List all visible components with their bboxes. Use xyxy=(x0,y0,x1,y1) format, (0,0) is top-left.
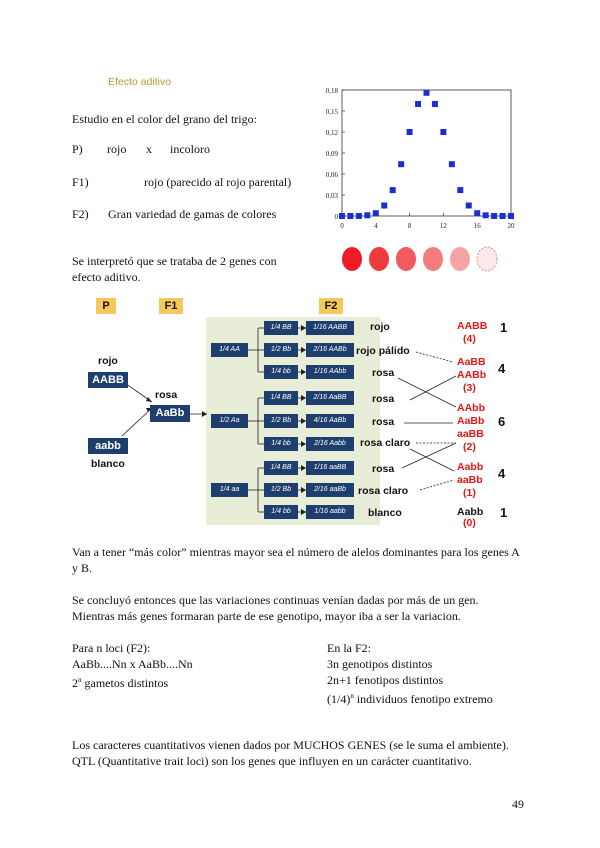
f2-box-5: 4/16 AaBb xyxy=(306,414,354,428)
loci-right-line-2: 3n genotipos distintos xyxy=(327,657,433,671)
f2-box-1: 1/16 AABB xyxy=(306,321,354,335)
data-point xyxy=(483,212,489,218)
class-4-frequency: 1 xyxy=(500,320,508,335)
class-2-genotype-1: AAbb xyxy=(457,402,485,414)
y-tick-label: 0,03 xyxy=(325,192,338,200)
data-point xyxy=(491,213,497,219)
y-tick-label: 0,18 xyxy=(325,87,338,95)
data-point xyxy=(474,210,480,216)
y-tick-label: 0,06 xyxy=(325,171,338,179)
class-2-frequency: 6 xyxy=(498,414,506,429)
interpretation-line-1: Se interpretó que se trataba de 2 genes con xyxy=(72,254,277,268)
b-box-8: 1/2 Bb xyxy=(264,483,298,497)
phenotype-2: rojo pálido xyxy=(356,345,410,357)
f1-label: rosa xyxy=(155,389,178,401)
data-point xyxy=(440,129,446,135)
b-box-1: 1/4 BB xyxy=(264,321,298,335)
parent1-genotype: AABB xyxy=(88,372,128,388)
data-point xyxy=(432,101,438,107)
class-1-frequency: 4 xyxy=(498,466,506,481)
data-point xyxy=(356,213,362,219)
data-point xyxy=(398,161,404,167)
class-2-genotype-2: AaBb xyxy=(457,415,485,427)
loci-left-line-2: AaBb....Nn x AaBb....Nn xyxy=(72,657,193,671)
x-tick-label: 12 xyxy=(439,222,447,230)
conclusion-line-1: Los caracteres cuantitativos vienen dados por MUCHOS GENES (se le suma el ambiente). xyxy=(72,738,509,752)
y-tick-label: 0,09 xyxy=(325,150,338,158)
y-tick-label: 0 xyxy=(334,213,338,221)
phenotype-7: rosa xyxy=(372,463,395,475)
tag-f2: F2 xyxy=(319,298,343,314)
cross-p-x: x xyxy=(146,142,152,156)
data-point xyxy=(407,129,413,135)
parent2-label: blanco xyxy=(91,458,125,470)
f2-box-9: 1/16 aabb xyxy=(306,505,354,519)
f1-genotype: AaBb xyxy=(150,405,190,422)
cross-p-b: incoloro xyxy=(170,142,210,156)
class-3-frequency: 4 xyxy=(498,361,506,376)
loci-left-line-1: Para n loci (F2): xyxy=(72,641,151,655)
data-point xyxy=(415,101,421,107)
class-1-genotype-1: Aabb xyxy=(457,461,484,473)
page-number: 49 xyxy=(512,797,524,811)
class-0-frequency: 1 xyxy=(500,505,508,520)
cross-f2-label: F2) xyxy=(72,207,89,221)
cross-p-label: P) xyxy=(72,142,83,156)
phenotype-5: rosa xyxy=(372,416,395,428)
interpretation-line-2: efecto aditivo. xyxy=(72,270,141,284)
loci-left-line-3: 2$^n$ gametos distintos xyxy=(72,676,169,690)
seed-swatch-4 xyxy=(423,247,443,271)
plot-frame xyxy=(342,90,511,216)
data-point xyxy=(466,203,472,209)
tag-p: P xyxy=(96,298,116,314)
f2-box-8: 2/16 aaBb xyxy=(306,483,354,497)
paragraph-2-line-2: Mientras más genes formaran parte de ese genotipo, mayor iba a ser la variacion. xyxy=(72,609,461,623)
x-tick-label: 4 xyxy=(374,222,378,230)
section-heading: Efecto aditivo xyxy=(108,76,172,88)
class-2-genotype-3: aaBB xyxy=(457,428,484,440)
x-tick-label: 16 xyxy=(473,222,481,230)
b-box-2: 1/2 Bb xyxy=(264,343,298,357)
data-point xyxy=(347,213,353,219)
distribution-chart xyxy=(318,86,518,238)
phenotype-1: rojo xyxy=(370,321,390,333)
class-2-count: (2) xyxy=(463,441,476,453)
seed-swatch-2 xyxy=(369,247,389,271)
intro-text: Estudio en el color del grano del trigo: xyxy=(72,112,257,126)
cross-f2-text: Gran variedad de gamas de colores xyxy=(108,207,277,221)
b-box-3: 1/4 bb xyxy=(264,365,298,379)
class-4-count: (4) xyxy=(463,333,476,345)
parent2-genotype: aabb xyxy=(88,438,128,454)
b-box-9: 1/4 bb xyxy=(264,505,298,519)
a-box-2: 1/2 Aa xyxy=(211,414,248,428)
seed-swatch-6 xyxy=(477,247,497,271)
phenotype-6: rosa claro xyxy=(360,437,411,449)
genetics-diagram xyxy=(80,290,520,529)
cross-p-a: rojo xyxy=(107,142,127,156)
y-tick-label: 0,12 xyxy=(325,129,338,137)
b-box-4: 1/4 BB xyxy=(264,391,298,405)
f2-box-6: 2/16 Aabb xyxy=(306,437,354,451)
class-0-count: (0) xyxy=(463,517,476,529)
seed-swatch-1 xyxy=(342,247,362,271)
loci-right-line-4: $(1/4)^n$ individuos fenotipo extremo xyxy=(327,692,493,706)
loci-right-line-1: En la F2: xyxy=(327,641,371,655)
diagram-lines xyxy=(80,290,520,529)
data-point xyxy=(339,213,345,219)
data-point xyxy=(381,203,387,209)
class-3-genotype-2: AABb xyxy=(457,369,487,381)
x-tick-label: 0 xyxy=(340,222,344,230)
data-point xyxy=(373,210,379,216)
b-box-6: 1/4 bb xyxy=(264,437,298,451)
loci-right-line-3: 2n+1 fenotipos distintos xyxy=(327,673,444,687)
a-box-1: 1/4 AA xyxy=(211,343,248,357)
class-1-count: (1) xyxy=(463,487,476,499)
data-point xyxy=(364,212,370,218)
data-point xyxy=(449,161,455,167)
x-tick-label: 8 xyxy=(407,222,412,230)
seed-swatch-3 xyxy=(396,247,416,271)
data-point xyxy=(457,187,463,193)
f2-box-2: 2/16 AABb xyxy=(306,343,354,357)
phenotype-4: rosa xyxy=(372,393,395,405)
phenotype-3: rosa xyxy=(372,367,395,379)
data-point xyxy=(508,213,514,219)
data-point xyxy=(500,213,506,219)
class-3-genotype-1: AaBB xyxy=(457,356,486,368)
paragraph-1-line-1: Van a tener “más color” mientras mayor sea el número de alelos dominantes para los genes A xyxy=(72,545,520,559)
paragraph-2-line-1: Se concluyó entonces que las variaciones continuas venían dadas por más de un gen. xyxy=(72,593,479,607)
seed-color-swatches xyxy=(338,244,508,274)
phenotype-8: rosa claro xyxy=(358,485,409,497)
phenotype-9: blanco xyxy=(368,507,402,519)
seed-swatch-5 xyxy=(450,247,470,271)
x-tick-label: 20 xyxy=(507,222,515,230)
b-box-5: 1/2 Bb xyxy=(264,414,298,428)
a-box-3: 1/4 aa xyxy=(211,483,248,497)
y-tick-label: 0,15 xyxy=(325,108,338,116)
paragraph-1-line-2: y B. xyxy=(72,561,93,575)
class-1-genotype-2: aaBb xyxy=(457,474,483,486)
class-3-count: (3) xyxy=(463,382,476,394)
cross-f1-text: rojo (parecido al rojo parental) xyxy=(144,175,292,189)
data-point xyxy=(390,187,396,193)
data-point xyxy=(424,90,430,96)
cross-f1-label: F1) xyxy=(72,175,89,189)
b-box-7: 1/4 BB xyxy=(264,461,298,475)
f2-box-4: 2/16 AaBB xyxy=(306,391,354,405)
tag-f1: F1 xyxy=(159,298,183,314)
class-0-genotype: Aabb xyxy=(457,506,484,518)
f2-box-7: 1/16 aaBB xyxy=(306,461,354,475)
class-4-genotype: AABB xyxy=(457,320,488,332)
f2-box-3: 1/16 AAbb xyxy=(306,365,354,379)
parent1-label: rojo xyxy=(98,355,118,367)
conclusion-line-2: QTL (Quantitative trait loci) son los genes que influyen en un carácter cuantitativo. xyxy=(72,754,472,768)
